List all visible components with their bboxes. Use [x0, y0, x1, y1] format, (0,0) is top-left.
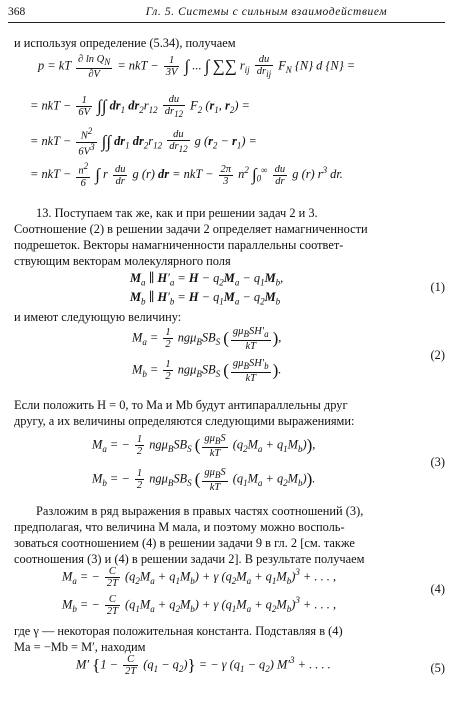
paragraph-13-line1: 13. Поступаем так же, как и при решении задач 2 и 3. [36, 206, 318, 220]
equation-2a: $M_a$ = $\frac{1}{2}$ $ng\mu_BSB_S$ ( $\frac{g\mu_BSH'_a}{kT}$ ), [132, 326, 282, 352]
paragraph-expand-line2: предполагая, что величина M мала, и поэтому можно восполь- [14, 520, 345, 534]
paragraph-13-line3: подрешеток. Векторы намагниченности параллельны соответ- [14, 238, 344, 252]
paragraph-13-line4: ствующим векторам молекулярного поля [14, 254, 231, 268]
equation-1b: $M_b$ ∥ $H'_b = H - q_1M_a - q_2M_b$ [130, 290, 281, 307]
equation-pressure-line3: = nkT − $\frac{N^2}{6V^3}$ ∫∫ $dr_1$ $dr_2r_{12}$ $\frac{du}{dr_{12}}$ g $(r_2 - r_1)$ = [30, 126, 257, 158]
equation-number-1: (1) [430, 280, 445, 294]
equation-1a: $M_a$ ∥ $H'_a = H - q_2M_a - q_1M_b$, [130, 271, 284, 288]
equation-pressure-line4: = nkT − $\frac{n^2}{6}$ ∫ r $\frac{du}{dr}$ g (r) dr = nkT − $\frac{2\pi}{3}$ $n^2$ $\int_0^\infty$ $\frac{du}{dr}$ g (r) $r^3$ dr. [30, 161, 343, 189]
equation-pressure-line2: = nkT − $\frac{1}{6V}$ ∫∫ $dr_1$ $dr_2r_{12}$ $\frac{du}{dr_{12}}$ $F_2$ ($r_1$, $r_2$) = [30, 94, 250, 120]
equation-number-3: (3) [430, 455, 445, 469]
paragraph-gamma-line2: Ma = −Mb = M′, находим [14, 640, 146, 654]
page-number: 368 [8, 6, 26, 18]
equation-pressure-line1: p = kT $\frac{\partial \ln Q_N}{\partial V}$ = nkT − $\frac{1}{3V}$ ∫ ... ∫ ∑∑ $r_{ij}$ $\frac{du}{dr_{ij}}$ $F_N$ {N} d {N} = [38, 54, 356, 80]
equation-number-2: (2) [430, 348, 445, 362]
equation-number-5: (5) [430, 661, 445, 675]
equation-3b: $M_b$ = − $\frac{1}{2}$ $ng\mu_BSB_S$ ( $\frac{g\mu_BS}{kT}$ $(q_1M_a + q_2M_b)$). [92, 467, 316, 493]
equation-3a: $M_a$ = − $\frac{1}{2}$ $ng\mu_BSB_S$ ( $\frac{g\mu_BS}{kT}$ $(q_2M_a + q_1M_b)$), [92, 433, 316, 459]
paragraph-expand-line1: Разложим в ряд выражения в правых частях соотношений (3), [36, 504, 364, 518]
equation-5: M′ {1 − $\frac{C}{2T}$ $(q_1 - q_2)$} = − γ $(q_1 - q_2) M'^3$ + . . . . [76, 654, 331, 678]
paragraph-expand-line3: зоваться соотношением (4) в решении задачи 9 в гл. 2 [см. также [14, 536, 355, 550]
paragraph-h0-line2: другу, а их величины определяются следующими выражениями: [14, 414, 355, 428]
paragraph-13-line2: Соотношение (2) в решении задачи 2 определяет намагниченности [14, 222, 368, 236]
equation-number-4: (4) [430, 582, 445, 596]
chapter-title: Гл. 5. Системы с сильным взаимодействием [145, 6, 388, 18]
paragraph-expand-line4: соотношения (3) и (4) в решении задачи 2]. В результате получаем [14, 552, 365, 566]
intro-text: и используя определение (5.34), получаем [14, 36, 236, 50]
text-after-eq1: и имеют следующую величину: [14, 310, 182, 324]
equation-2b: $M_b$ = $\frac{1}{2}$ $ng\mu_BSB_S$ ( $\frac{g\mu_BSH'_b}{kT}$ ). [132, 358, 282, 384]
paragraph-h0-line1: Если положить H = 0, то Ma и Mb будут антипараллельны друг [14, 398, 348, 412]
equation-4a: $M_a$ = − $\frac{C}{2T}$ $(q_2M_a + q_1M_b) + \gamma$ $(q_2M_a + q_1M_b)^3$ + . . . , [62, 566, 337, 590]
running-header [8, 4, 445, 23]
equation-4b: $M_b$ = − $\frac{C}{2T}$ $(q_1M_a + q_2M_b) + \gamma$ $(q_1M_a + q_2M_b)^3$ + . . . , [62, 594, 337, 618]
paragraph-gamma-line1: где γ — некоторая положительная константа. Подставляя в (4) [14, 624, 343, 638]
